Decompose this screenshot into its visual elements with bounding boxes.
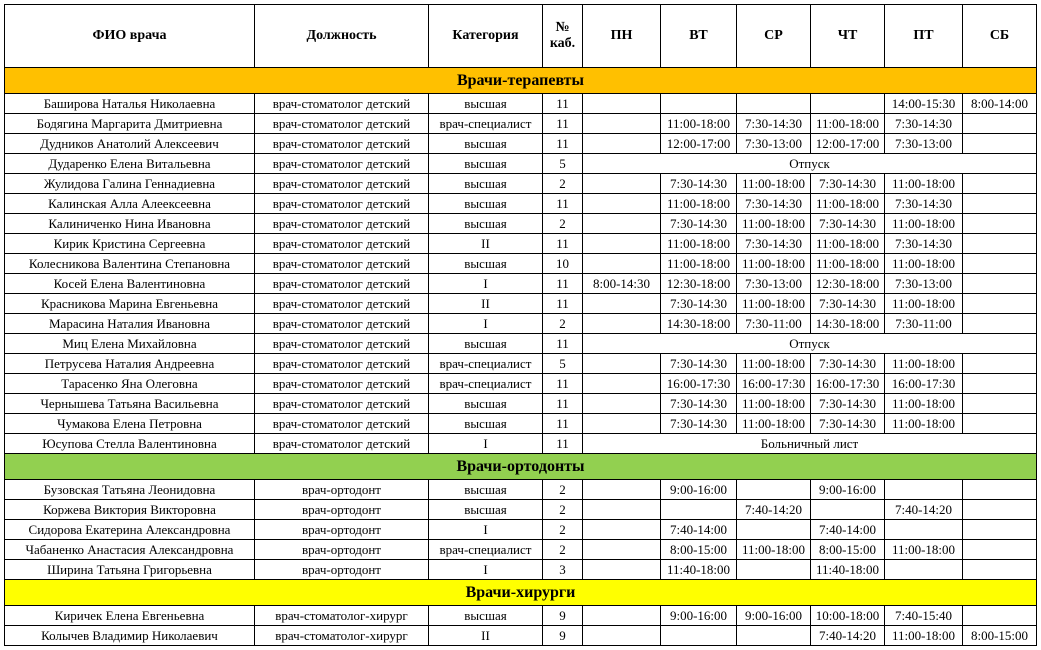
doctor-name: Жулидова Галина Геннадиевна (5, 174, 255, 194)
table-row (5, 314, 1037, 334)
schedule-wed: 11:00-18:00 (737, 394, 811, 414)
table-row (5, 294, 1037, 314)
schedule-sat (963, 480, 1037, 500)
schedule-wed: 7:30-14:30 (737, 114, 811, 134)
doctor-category: высшая (429, 194, 543, 214)
schedule-mon (583, 134, 661, 154)
schedule-sat (963, 134, 1037, 154)
schedule-thu: 7:40-14:00 (811, 520, 885, 540)
doctor-category: I (429, 434, 543, 454)
table-row (5, 374, 1037, 394)
doctor-position: врач-стоматолог детский (255, 354, 429, 374)
doctor-room: 2 (543, 540, 583, 560)
doctor-position: врач-стоматолог детский (255, 234, 429, 254)
schedule-mon (583, 540, 661, 560)
schedule-sat (963, 520, 1037, 540)
doctor-position: врач-стоматолог-хирург (255, 626, 429, 646)
doctor-category: II (429, 294, 543, 314)
doctor-position: врач-стоматолог детский (255, 314, 429, 334)
schedule-mon (583, 234, 661, 254)
table-row (5, 114, 1037, 134)
schedule-fri: 7:30-14:30 (885, 234, 963, 254)
schedule-mon (583, 414, 661, 434)
doctor-position: врач-стоматолог детский (255, 434, 429, 454)
schedule-note: Больничный лист (583, 434, 1037, 454)
schedule-thu: 11:40-18:00 (811, 560, 885, 580)
doctor-name: Калинская Алла Алеексеевна (5, 194, 255, 214)
schedule-tue (661, 500, 737, 520)
doctor-room: 2 (543, 174, 583, 194)
schedule-fri: 7:30-11:00 (885, 314, 963, 334)
doctor-name: Чумакова Елена Петровна (5, 414, 255, 434)
doctor-name: Юсупова Стелла Валентиновна (5, 434, 255, 454)
schedule-fri: 11:00-18:00 (885, 174, 963, 194)
table-row (5, 414, 1037, 434)
schedule-thu: 7:30-14:30 (811, 414, 885, 434)
doctor-category: врач-специалист (429, 540, 543, 560)
doctor-position: врач-стоматолог детский (255, 414, 429, 434)
doctor-name: Дудников Анатолий Алексеевич (5, 134, 255, 154)
schedule-tue: 11:40-18:00 (661, 560, 737, 580)
schedule-sat: 8:00-15:00 (963, 626, 1037, 646)
doctor-room: 10 (543, 254, 583, 274)
doctor-category: врач-специалист (429, 374, 543, 394)
table-row (5, 560, 1037, 580)
schedule-fri (885, 520, 963, 540)
schedule-mon (583, 314, 661, 334)
doctor-room: 11 (543, 234, 583, 254)
doctor-category: I (429, 314, 543, 334)
schedule-thu: 7:30-14:30 (811, 214, 885, 234)
schedule-fri: 7:40-15:40 (885, 606, 963, 626)
schedule-thu: 12:00-17:00 (811, 134, 885, 154)
schedule-mon (583, 114, 661, 134)
schedule-tue: 12:00-17:00 (661, 134, 737, 154)
section-title: Врачи-терапевты (5, 68, 1037, 94)
schedule-wed: 11:00-18:00 (737, 414, 811, 434)
schedule-tue: 11:00-18:00 (661, 234, 737, 254)
schedule-wed: 7:30-14:30 (737, 194, 811, 214)
schedule-wed: 7:30-13:00 (737, 134, 811, 154)
schedule-tue: 7:30-14:30 (661, 394, 737, 414)
schedule-wed (737, 626, 811, 646)
doctor-position: врач-стоматолог детский (255, 214, 429, 234)
schedule-fri: 11:00-18:00 (885, 294, 963, 314)
schedule-fri: 11:00-18:00 (885, 626, 963, 646)
schedule-fri: 7:30-14:30 (885, 194, 963, 214)
schedule-tue: 8:00-15:00 (661, 540, 737, 560)
schedule-tue: 7:30-14:30 (661, 294, 737, 314)
doctor-room: 2 (543, 214, 583, 234)
schedule-wed: 7:30-13:00 (737, 274, 811, 294)
schedule-mon (583, 500, 661, 520)
schedule-mon (583, 560, 661, 580)
schedule-tue: 7:30-14:30 (661, 214, 737, 234)
schedule-tue: 9:00-16:00 (661, 606, 737, 626)
table-row (5, 194, 1037, 214)
schedule-thu: 12:30-18:00 (811, 274, 885, 294)
schedule-mon (583, 294, 661, 314)
schedule-thu: 14:30-18:00 (811, 314, 885, 334)
doctor-position: врач-стоматолог детский (255, 154, 429, 174)
schedule-thu: 11:00-18:00 (811, 234, 885, 254)
doctor-position: врач-стоматолог детский (255, 394, 429, 414)
schedule-wed: 7:30-11:00 (737, 314, 811, 334)
header-thu: ЧТ (811, 5, 885, 68)
doctor-room: 11 (543, 394, 583, 414)
doctor-schedule-table (4, 4, 1037, 646)
section-header-row (5, 454, 1037, 480)
schedule-wed: 7:30-14:30 (737, 234, 811, 254)
schedule-mon (583, 394, 661, 414)
doctor-room: 2 (543, 520, 583, 540)
header-fri: ПТ (885, 5, 963, 68)
schedule-mon (583, 626, 661, 646)
schedule-thu: 11:00-18:00 (811, 114, 885, 134)
doctor-position: врач-стоматолог детский (255, 374, 429, 394)
schedule-fri: 11:00-18:00 (885, 354, 963, 374)
doctor-category: высшая (429, 94, 543, 114)
schedule-wed: 11:00-18:00 (737, 540, 811, 560)
table-row (5, 500, 1037, 520)
schedule-fri: 7:30-13:00 (885, 134, 963, 154)
schedule-sat (963, 254, 1037, 274)
schedule-thu: 7:30-14:30 (811, 174, 885, 194)
table-row (5, 606, 1037, 626)
schedule-sat (963, 606, 1037, 626)
schedule-thu: 16:00-17:30 (811, 374, 885, 394)
schedule-mon (583, 480, 661, 500)
schedule-sat: 8:00-14:00 (963, 94, 1037, 114)
schedule-mon (583, 94, 661, 114)
schedule-thu: 8:00-15:00 (811, 540, 885, 560)
table-row (5, 520, 1037, 540)
table-row (5, 480, 1037, 500)
table-row (5, 154, 1037, 174)
schedule-mon (583, 374, 661, 394)
doctor-name: Бодягина Маргарита Дмитриевна (5, 114, 255, 134)
schedule-sat (963, 214, 1037, 234)
schedule-fri: 11:00-18:00 (885, 394, 963, 414)
doctor-name: Петрусева Наталия Андреевна (5, 354, 255, 374)
doctor-room: 3 (543, 560, 583, 580)
doctor-room: 9 (543, 626, 583, 646)
doctor-position: врач-стоматолог-хирург (255, 606, 429, 626)
schedule-thu: 7:30-14:30 (811, 354, 885, 374)
doctor-name: Дударенко Елена Витальевна (5, 154, 255, 174)
doctor-room: 11 (543, 114, 583, 134)
doctor-position: врач-ортодонт (255, 500, 429, 520)
header-row (5, 5, 1037, 68)
schedule-note: Отпуск (583, 334, 1037, 354)
doctor-room: 11 (543, 294, 583, 314)
schedule-thu: 7:40-14:20 (811, 626, 885, 646)
schedule-tue: 7:30-14:30 (661, 414, 737, 434)
schedule-mon (583, 254, 661, 274)
doctor-name: Колычев Владимир Николаевич (5, 626, 255, 646)
schedule-fri: 11:00-18:00 (885, 214, 963, 234)
schedule-tue: 11:00-18:00 (661, 114, 737, 134)
schedule-sat (963, 560, 1037, 580)
doctor-room: 5 (543, 154, 583, 174)
schedule-wed: 9:00-16:00 (737, 606, 811, 626)
doctor-position: врач-стоматолог детский (255, 114, 429, 134)
doctor-position: врач-стоматолог детский (255, 94, 429, 114)
doctor-position: врач-ортодонт (255, 560, 429, 580)
schedule-tue: 14:30-18:00 (661, 314, 737, 334)
header-mon: ПН (583, 5, 661, 68)
table-row (5, 214, 1037, 234)
schedule-wed: 11:00-18:00 (737, 214, 811, 234)
doctor-room: 2 (543, 480, 583, 500)
schedule-tue (661, 94, 737, 114)
doctor-category: I (429, 274, 543, 294)
table-row (5, 274, 1037, 294)
schedule-fri: 7:30-13:00 (885, 274, 963, 294)
schedule-wed: 11:00-18:00 (737, 294, 811, 314)
table-row (5, 94, 1037, 114)
schedule-sat (963, 540, 1037, 560)
doctor-category: высшая (429, 254, 543, 274)
schedule-mon (583, 214, 661, 234)
schedule-thu: 7:30-14:30 (811, 294, 885, 314)
doctor-category: врач-специалист (429, 354, 543, 374)
table-row (5, 234, 1037, 254)
schedule-body (5, 68, 1037, 646)
doctor-room: 11 (543, 194, 583, 214)
header-room: № каб. (543, 5, 583, 68)
schedule-thu: 7:30-14:30 (811, 394, 885, 414)
schedule-sat (963, 414, 1037, 434)
doctor-category: I (429, 520, 543, 540)
doctor-name: Красникова Марина Евгеньевна (5, 294, 255, 314)
schedule-sat (963, 354, 1037, 374)
doctor-position: врач-стоматолог детский (255, 134, 429, 154)
doctor-name: Марасина Наталия Ивановна (5, 314, 255, 334)
doctor-category: высшая (429, 500, 543, 520)
doctor-name: Чернышева Татьяна Васильевна (5, 394, 255, 414)
schedule-fri: 11:00-18:00 (885, 414, 963, 434)
schedule-tue: 7:40-14:00 (661, 520, 737, 540)
schedule-thu: 11:00-18:00 (811, 194, 885, 214)
section-header-row (5, 580, 1037, 606)
schedule-sat (963, 294, 1037, 314)
header-name: ФИО врача (5, 5, 255, 68)
schedule-sat (963, 314, 1037, 334)
doctor-position: врач-стоматолог детский (255, 254, 429, 274)
schedule-fri: 7:40-14:20 (885, 500, 963, 520)
schedule-fri: 16:00-17:30 (885, 374, 963, 394)
doctor-room: 11 (543, 334, 583, 354)
table-row (5, 334, 1037, 354)
doctor-category: высшая (429, 480, 543, 500)
doctor-category: высшая (429, 334, 543, 354)
schedule-tue: 12:30-18:00 (661, 274, 737, 294)
schedule-note: Отпуск (583, 154, 1037, 174)
schedule-wed (737, 560, 811, 580)
table-row (5, 626, 1037, 646)
table-row (5, 174, 1037, 194)
schedule-sat (963, 234, 1037, 254)
schedule-thu: 9:00-16:00 (811, 480, 885, 500)
doctor-category: врач-специалист (429, 114, 543, 134)
doctor-name: Ширина Татьяна Григорьевна (5, 560, 255, 580)
doctor-position: врач-стоматолог детский (255, 274, 429, 294)
table-row (5, 540, 1037, 560)
table-row (5, 394, 1037, 414)
doctor-category: II (429, 626, 543, 646)
schedule-thu (811, 500, 885, 520)
table-row (5, 434, 1037, 454)
schedule-sat (963, 174, 1037, 194)
schedule-wed (737, 480, 811, 500)
schedule-mon (583, 174, 661, 194)
doctor-room: 11 (543, 374, 583, 394)
schedule-wed: 16:00-17:30 (737, 374, 811, 394)
schedule-mon (583, 520, 661, 540)
doctor-name: Коржева Виктория Викторовна (5, 500, 255, 520)
section-title: Врачи-ортодонты (5, 454, 1037, 480)
doctor-name: Калиниченко Нина Ивановна (5, 214, 255, 234)
doctor-room: 11 (543, 434, 583, 454)
schedule-wed: 7:40-14:20 (737, 500, 811, 520)
schedule-mon (583, 606, 661, 626)
doctor-room: 5 (543, 354, 583, 374)
doctor-position: врач-стоматолог детский (255, 174, 429, 194)
schedule-mon: 8:00-14:30 (583, 274, 661, 294)
schedule-thu: 11:00-18:00 (811, 254, 885, 274)
table-row (5, 134, 1037, 154)
doctor-name: Бузовская Татьяна Леонидовна (5, 480, 255, 500)
doctor-category: высшая (429, 154, 543, 174)
schedule-mon (583, 354, 661, 374)
doctor-name: Сидорова Екатерина Александровна (5, 520, 255, 540)
schedule-fri: 11:00-18:00 (885, 540, 963, 560)
schedule-mon (583, 194, 661, 214)
schedule-wed: 11:00-18:00 (737, 354, 811, 374)
doctor-category: высшая (429, 214, 543, 234)
schedule-fri: 14:00-15:30 (885, 94, 963, 114)
schedule-sat (963, 394, 1037, 414)
section-title: Врачи-хирурги (5, 580, 1037, 606)
header-category: Категория (429, 5, 543, 68)
doctor-room: 11 (543, 94, 583, 114)
header-position: Должность (255, 5, 429, 68)
doctor-position: врач-ортодонт (255, 540, 429, 560)
doctor-category: высшая (429, 174, 543, 194)
doctor-name: Киричек Елена Евгеньевна (5, 606, 255, 626)
schedule-fri (885, 480, 963, 500)
doctor-category: высшая (429, 134, 543, 154)
table-row (5, 354, 1037, 374)
doctor-name: Тарасенко Яна Олеговна (5, 374, 255, 394)
doctor-name: Кирик Кристина Сергеевна (5, 234, 255, 254)
doctor-position: врач-ортодонт (255, 480, 429, 500)
doctor-category: I (429, 560, 543, 580)
schedule-tue: 7:30-14:30 (661, 174, 737, 194)
schedule-sat (963, 500, 1037, 520)
schedule-tue: 11:00-18:00 (661, 254, 737, 274)
doctor-position: врач-стоматолог детский (255, 294, 429, 314)
doctor-position: врач-ортодонт (255, 520, 429, 540)
header-sat: СБ (963, 5, 1037, 68)
schedule-sat (963, 274, 1037, 294)
doctor-category: высшая (429, 394, 543, 414)
doctor-name: Колесникова Валентина Степановна (5, 254, 255, 274)
schedule-wed: 11:00-18:00 (737, 254, 811, 274)
schedule-sat (963, 194, 1037, 214)
doctor-position: врач-стоматолог детский (255, 194, 429, 214)
schedule-thu (811, 94, 885, 114)
doctor-room: 11 (543, 414, 583, 434)
schedule-fri (885, 560, 963, 580)
schedule-wed (737, 520, 811, 540)
section-header-row (5, 68, 1037, 94)
doctor-name: Косей Елена Валентиновна (5, 274, 255, 294)
schedule-tue: 11:00-18:00 (661, 194, 737, 214)
schedule-fri: 11:00-18:00 (885, 254, 963, 274)
doctor-name: Миц Елена Михайловна (5, 334, 255, 354)
doctor-category: высшая (429, 606, 543, 626)
doctor-name: Чабаненко Анастасия Александровна (5, 540, 255, 560)
schedule-tue: 7:30-14:30 (661, 354, 737, 374)
doctor-name: Баширова Наталья Николаевна (5, 94, 255, 114)
doctor-room: 11 (543, 274, 583, 294)
schedule-tue (661, 626, 737, 646)
doctor-room: 11 (543, 134, 583, 154)
table-row (5, 254, 1037, 274)
doctor-room: 9 (543, 606, 583, 626)
doctor-category: высшая (429, 414, 543, 434)
doctor-room: 2 (543, 314, 583, 334)
schedule-tue: 9:00-16:00 (661, 480, 737, 500)
schedule-sat (963, 114, 1037, 134)
schedule-tue: 16:00-17:30 (661, 374, 737, 394)
doctor-category: II (429, 234, 543, 254)
schedule-thu: 10:00-18:00 (811, 606, 885, 626)
schedule-sat (963, 374, 1037, 394)
doctor-room: 2 (543, 500, 583, 520)
schedule-fri: 7:30-14:30 (885, 114, 963, 134)
schedule-wed (737, 94, 811, 114)
header-wed: СР (737, 5, 811, 68)
header-tue: ВТ (661, 5, 737, 68)
doctor-position: врач-стоматолог детский (255, 334, 429, 354)
schedule-wed: 11:00-18:00 (737, 174, 811, 194)
